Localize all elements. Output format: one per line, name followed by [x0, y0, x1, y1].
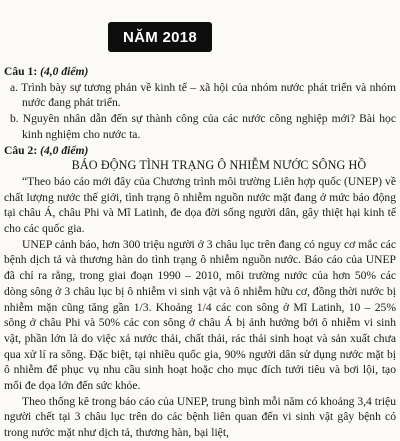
article-paragraph-3: Theo thống kê trong báo cáo của UNEP, trung bình mỗi năm có khoảng 3,4 triệu người chết tại 3 châu lục trên do các bệnh liên quan đến vi sinh vật gây bệnh có trong nước mặt như dịch tả, thương hàn, bại liệt, [4, 394, 396, 440]
question-2-number: Câu 2: [4, 143, 38, 157]
question-2-points: (4,0 điểm) [40, 143, 89, 157]
year-banner [108, 22, 212, 52]
question-1-heading [4, 64, 396, 80]
year-banner-title: NĂM 2018 [122, 28, 198, 46]
article-paragraph-1: “Theo báo cáo mới đây của Chương trình môi trường Liên hợp quốc (UNEP) về chất lượng nước thế giới, tình trạng ô nhiễm nguồn nước mặt đang ở mức báo động tại châu Á, châu Phi và Mĩ Latinh, đe dọa đời sống người dân, gây thiệt hại kinh tế cho các quốc gia. [4, 174, 396, 236]
question-1-points: (4,0 điểm) [40, 65, 89, 78]
exam-content [4, 64, 396, 441]
question-1-item-a: a. Trình bày sự tương phản về kinh tế – xã hội của nhóm nước phát triển và nhóm nước đang phát triển. [10, 80, 396, 110]
article-title: BÁO ĐỘNG TÌNH TRẠNG Ô NHIỄM NƯỚC SÔNG HỒ [71, 158, 367, 173]
article-paragraph-2: UNEP cảnh báo, hơn 300 triệu người ở 3 châu lục trên đang có nguy cơ mắc các bệnh dịch tả và thương hàn do tình trạng ô nhiễm nguồn nước. Báo cáo của UNEP đã chỉ ra rằng, trong giai đoạn 1990 – 2010, môi trường nước của hơn 50% các dòng sông ở 3 châu lục bị ô nhiễm vi sinh vật và ô nhiễm hữu cơ, đồng thời nước bị nhiễm mặn cũng tăng gần 1/3. Khoảng 1/4 các con sông ở Mĩ Latinh, 10 – 25% sông ở châu Phi và 50% các con sông ở châu Á bị ảnh hưởng bởi ô nhiễm vi sinh vật, phần lớn là do việc xả nước thải, chất thải, rác thải sinh hoạt và sản xuất chưa qua xử lí ra sông. Đặc biệt, tại nhiều quốc gia, 90% người dân sử dụng nước mặt bị ô nhiễm để phục vụ nhu cầu sinh hoạt hoặc cho mục đích tưới tiêu và bơi lội, tạo mối đe dọa lớn đến sức khỏe. [4, 237, 396, 393]
question-1-number: Câu 1: [4, 65, 38, 78]
question-1-item-b: b. Nguyên nhân dẫn đến sự thành công của các nước công nghiệp mới? Bài học kinh nghiệm cho nước ta. [10, 112, 396, 141]
question-2-heading [4, 143, 396, 159]
